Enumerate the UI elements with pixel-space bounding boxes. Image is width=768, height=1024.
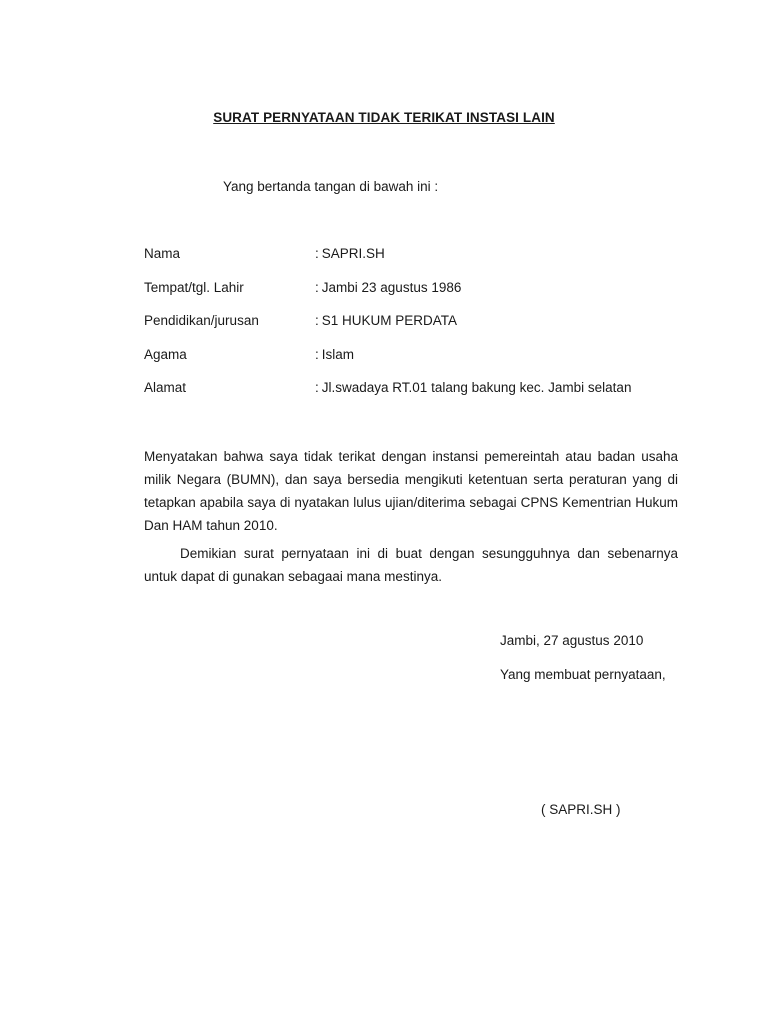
closing-paragraph: Demikian surat pernyataan ini di buat dengan sesungguhnya dan sebenarnya untuk dapat di gunakan sebagaai mana mestinya.	[144, 546, 678, 584]
field-row-pendidikan	[144, 313, 704, 333]
field-label: Tempat/tgl. Lahir	[144, 280, 244, 295]
field-value	[315, 380, 631, 395]
place-date: Jambi, 27 agustus 2010	[500, 633, 644, 648]
field-value-text: Jambi 23 agustus 1986	[321, 280, 462, 295]
document-title: SURAT PERNYATAAN TIDAK TERIKAT INSTASI LAIN	[213, 110, 555, 125]
field-value-text: S1 HUKUM PERDATA	[321, 313, 458, 328]
field-value	[315, 246, 385, 261]
field-value	[315, 347, 354, 362]
field-value	[315, 280, 461, 295]
field-value-text: SAPRI.SH	[321, 246, 385, 261]
field-separator: :	[315, 313, 319, 328]
field-label: Agama	[144, 347, 187, 362]
field-value-text: Jl.swadaya RT.01 talang bakung kec. Jambi selatan	[321, 380, 632, 395]
field-value-text: Islam	[321, 347, 355, 362]
field-label: Nama	[144, 246, 181, 261]
field-row-alamat	[144, 380, 704, 400]
field-row-tempat-lahir	[144, 280, 704, 300]
statement-paragraph: Menyatakan bahwa saya tidak terikat dengan instansi pemereintah atau badan usaha milik Negara (BUMN), dan saya bersedia mengikuti ketentuan serta peraturan yang di tetapkan apabila saya di nyatakan lulus ujian/diterima sebagai CPNS Kementrian Hukum Dan HAM tahun 2010.	[144, 449, 678, 533]
field-row-agama	[144, 347, 704, 367]
field-separator: :	[315, 347, 319, 362]
field-label: Pendidikan/jurusan	[144, 313, 259, 328]
field-row-nama	[144, 246, 704, 266]
signer-role: Yang membuat pernyataan,	[500, 667, 666, 682]
field-separator: :	[315, 380, 319, 395]
field-separator: :	[315, 280, 319, 295]
intro-line: Yang bertanda tangan di bawah ini :	[223, 179, 439, 194]
signer-name: ( SAPRI.SH )	[541, 802, 621, 817]
field-separator: :	[315, 246, 319, 261]
field-value	[315, 313, 457, 328]
field-label: Alamat	[144, 380, 187, 395]
